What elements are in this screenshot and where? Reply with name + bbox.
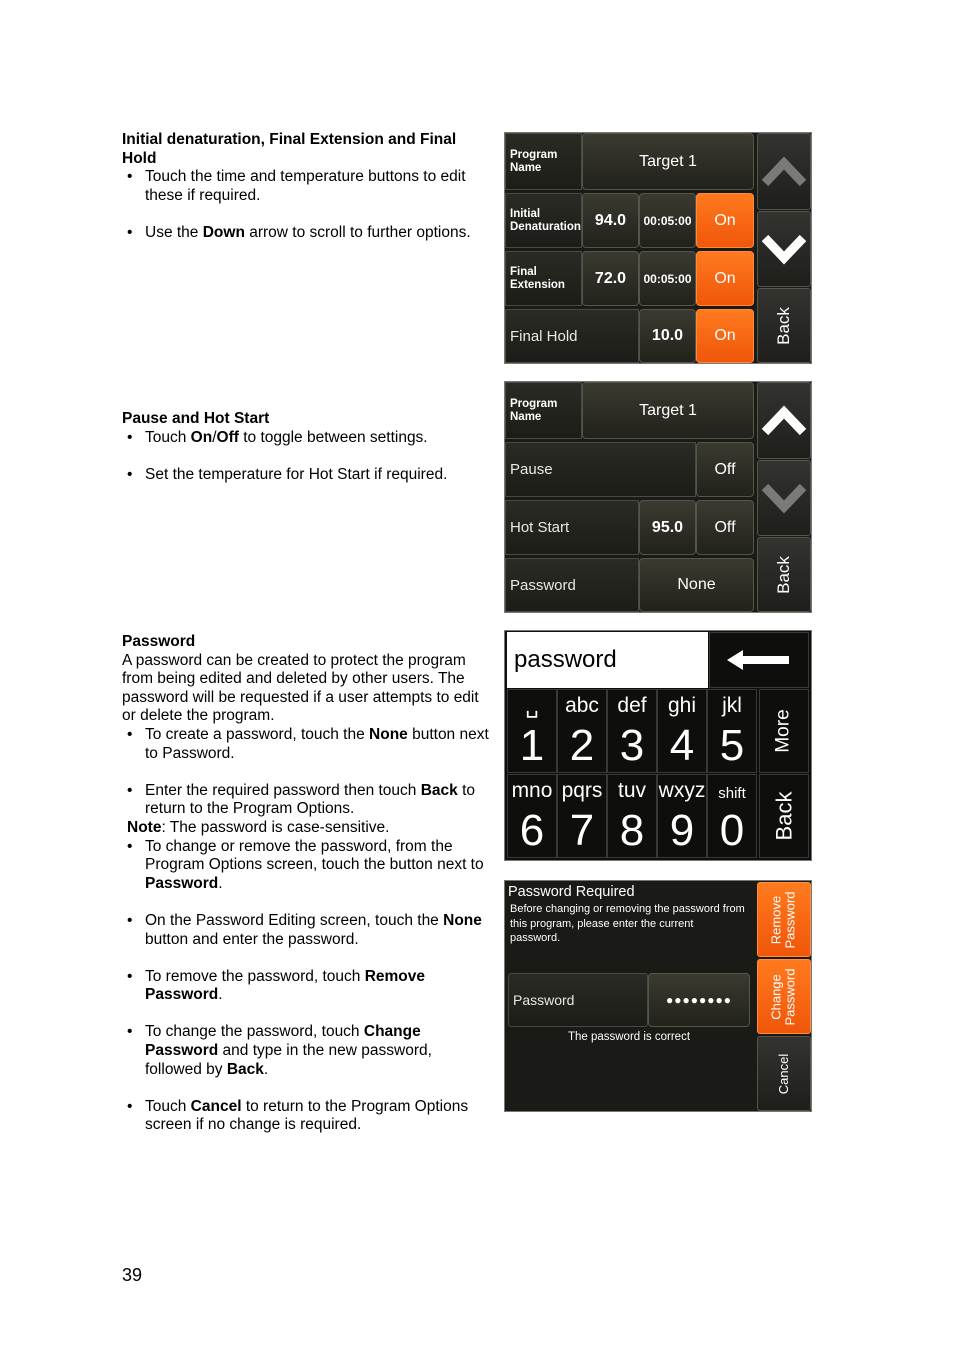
key-digit: 8: [619, 806, 645, 855]
password-label: Password: [508, 973, 648, 1027]
key-8[interactable]: [607, 774, 657, 858]
bullet-item: • On the Password Editing screen, touch the None button and enter the password.: [122, 912, 490, 949]
key-7[interactable]: [557, 774, 607, 858]
hot-start-temp-button[interactable]: 95.0: [639, 500, 696, 555]
key-letters: shift: [718, 785, 746, 802]
bullet-item: • To remove the password, touch Remove Password.: [122, 968, 490, 1005]
screen-program-options-2: [504, 381, 812, 613]
key-letters: abc: [565, 694, 599, 717]
password-label: Password: [505, 558, 639, 612]
dialog-title: Password Required: [508, 884, 635, 900]
screen-password-keypad: [504, 630, 812, 861]
change-password-button[interactable]: [757, 959, 811, 1034]
key-digit: 5: [719, 721, 745, 770]
key-letters: ␣: [525, 695, 539, 718]
section-heading: Password: [122, 633, 196, 650]
intro-paragraph: A password can be created to protect the program from being edited and deleted by other users. The password will be requested if a user attempts to edit or delete the program.: [122, 651, 479, 725]
bullet-item: • Set the temperature for Hot Start if required.: [122, 466, 490, 485]
key-0[interactable]: [707, 774, 757, 858]
more-button[interactable]: [759, 689, 809, 773]
hot-start-toggle[interactable]: Off: [696, 500, 754, 555]
password-none-button[interactable]: None: [639, 558, 754, 612]
key-letters: tuv: [617, 779, 646, 802]
program-name-label: Program Name: [505, 133, 582, 190]
bullet-item: • Use the Down arrow to scroll to further options.: [122, 224, 490, 243]
key-letters: mno: [511, 779, 553, 802]
final-extension-toggle[interactable]: On: [696, 251, 754, 306]
pause-label: Pause: [505, 442, 696, 497]
key-digit: 9: [669, 806, 695, 855]
scroll-down-button[interactable]: [757, 460, 811, 536]
key-1[interactable]: [507, 689, 557, 773]
change-password-label: Change Password: [769, 967, 799, 1026]
key-9[interactable]: [657, 774, 707, 858]
section-initial-denaturation: [122, 131, 490, 243]
initial-denaturation-toggle[interactable]: On: [696, 193, 754, 248]
chevron-up-icon: [761, 404, 807, 438]
bullet-item: • Touch the time and temperature buttons to edit these if required.: [122, 168, 490, 205]
final-extension-time-button[interactable]: 00:05:00: [639, 251, 696, 306]
key-digit: 2: [569, 721, 595, 770]
back-label: Back: [773, 306, 793, 345]
final-hold-temp-button[interactable]: 10.0: [639, 309, 696, 363]
screen-password-required: [504, 880, 812, 1112]
section-pause-hot-start: [122, 410, 490, 484]
section-password: [122, 633, 490, 1135]
key-digit: 0: [719, 806, 745, 855]
key-letters: wxyz: [658, 779, 706, 802]
initial-denaturation-temp-button[interactable]: 94.0: [582, 193, 639, 248]
section-heading: Pause and Hot Start: [122, 410, 270, 427]
password-input[interactable]: password: [507, 632, 708, 688]
remove-password-label: Remove Password: [769, 890, 799, 949]
key-5[interactable]: [707, 689, 757, 773]
hot-start-label: Hot Start: [505, 500, 639, 555]
key-digit: 7: [569, 806, 595, 855]
key-letters: jkl: [722, 694, 742, 717]
back-label: Back: [771, 791, 797, 841]
backspace-button[interactable]: [709, 632, 809, 688]
screen-program-options-1: [504, 132, 812, 364]
password-status: The password is correct: [567, 1031, 691, 1043]
key-2[interactable]: [557, 689, 607, 773]
key-letters: pqrs: [561, 779, 603, 802]
note: Note: The password is case-sensitive.: [127, 818, 390, 836]
back-button[interactable]: [757, 288, 811, 363]
key-digit: 6: [519, 806, 545, 855]
final-extension-label: Final Extension: [505, 251, 582, 306]
bullet-item: • To change the password, touch Change Password and type in the new password, followed by Back.: [122, 1023, 490, 1079]
cancel-button[interactable]: [757, 1036, 811, 1111]
key-digit: 4: [669, 721, 695, 770]
scroll-up-button[interactable]: [757, 133, 811, 210]
back-button[interactable]: [757, 537, 811, 612]
key-letters: ghi: [667, 694, 697, 717]
key-3[interactable]: [607, 689, 657, 773]
back-button[interactable]: [759, 774, 809, 858]
key-4[interactable]: [657, 689, 707, 773]
program-name-button[interactable]: Target 1: [582, 382, 754, 439]
chevron-down-icon: [761, 481, 807, 515]
pause-toggle[interactable]: Off: [696, 442, 754, 497]
more-label: More: [772, 709, 794, 753]
chevron-up-icon: [761, 155, 807, 189]
final-hold-label: Final Hold: [505, 309, 639, 363]
bullet-item: • Touch Cancel to return to the Program Options screen if no change is required.: [122, 1098, 490, 1135]
final-extension-temp-button[interactable]: 72.0: [582, 251, 639, 306]
bullet-item: • To change or remove the password, from the Program Options screen, touch the button next to Password.: [122, 838, 490, 894]
initial-denaturation-time-button[interactable]: 00:05:00: [639, 193, 696, 248]
backspace-arrow-icon: [727, 648, 791, 672]
dialog-description: Before changing or removing the password from this program, please enter the current password.: [510, 903, 745, 944]
key-6[interactable]: [507, 774, 557, 858]
back-label: Back: [773, 555, 793, 594]
remove-password-button[interactable]: [757, 882, 811, 957]
program-name-label: Program Name: [505, 382, 582, 439]
key-digit: 3: [619, 721, 645, 770]
bullet-item: • Touch On/Off to toggle between settings.: [122, 429, 490, 448]
bullet-item: • Enter the required password then touch Back to return to the Program Options.: [122, 782, 490, 819]
final-hold-toggle[interactable]: On: [696, 309, 754, 363]
key-digit: 1: [519, 721, 545, 770]
cancel-label: Cancel: [776, 1053, 791, 1094]
password-masked-field[interactable]: ●●●●●●●●: [648, 973, 750, 1027]
program-name-button[interactable]: Target 1: [582, 133, 754, 190]
initial-denaturation-label: Initial Denaturation: [505, 193, 582, 248]
scroll-down-button[interactable]: [757, 211, 811, 287]
bullet-item: • To create a password, touch the None button next to Password.: [122, 726, 490, 763]
page-number: 39: [122, 1265, 143, 1285]
scroll-up-button[interactable]: [757, 382, 811, 459]
chevron-down-icon: [761, 232, 807, 266]
section-heading: Initial denaturation, Final Extension and Final Hold: [122, 131, 457, 167]
key-letters: def: [617, 694, 647, 717]
